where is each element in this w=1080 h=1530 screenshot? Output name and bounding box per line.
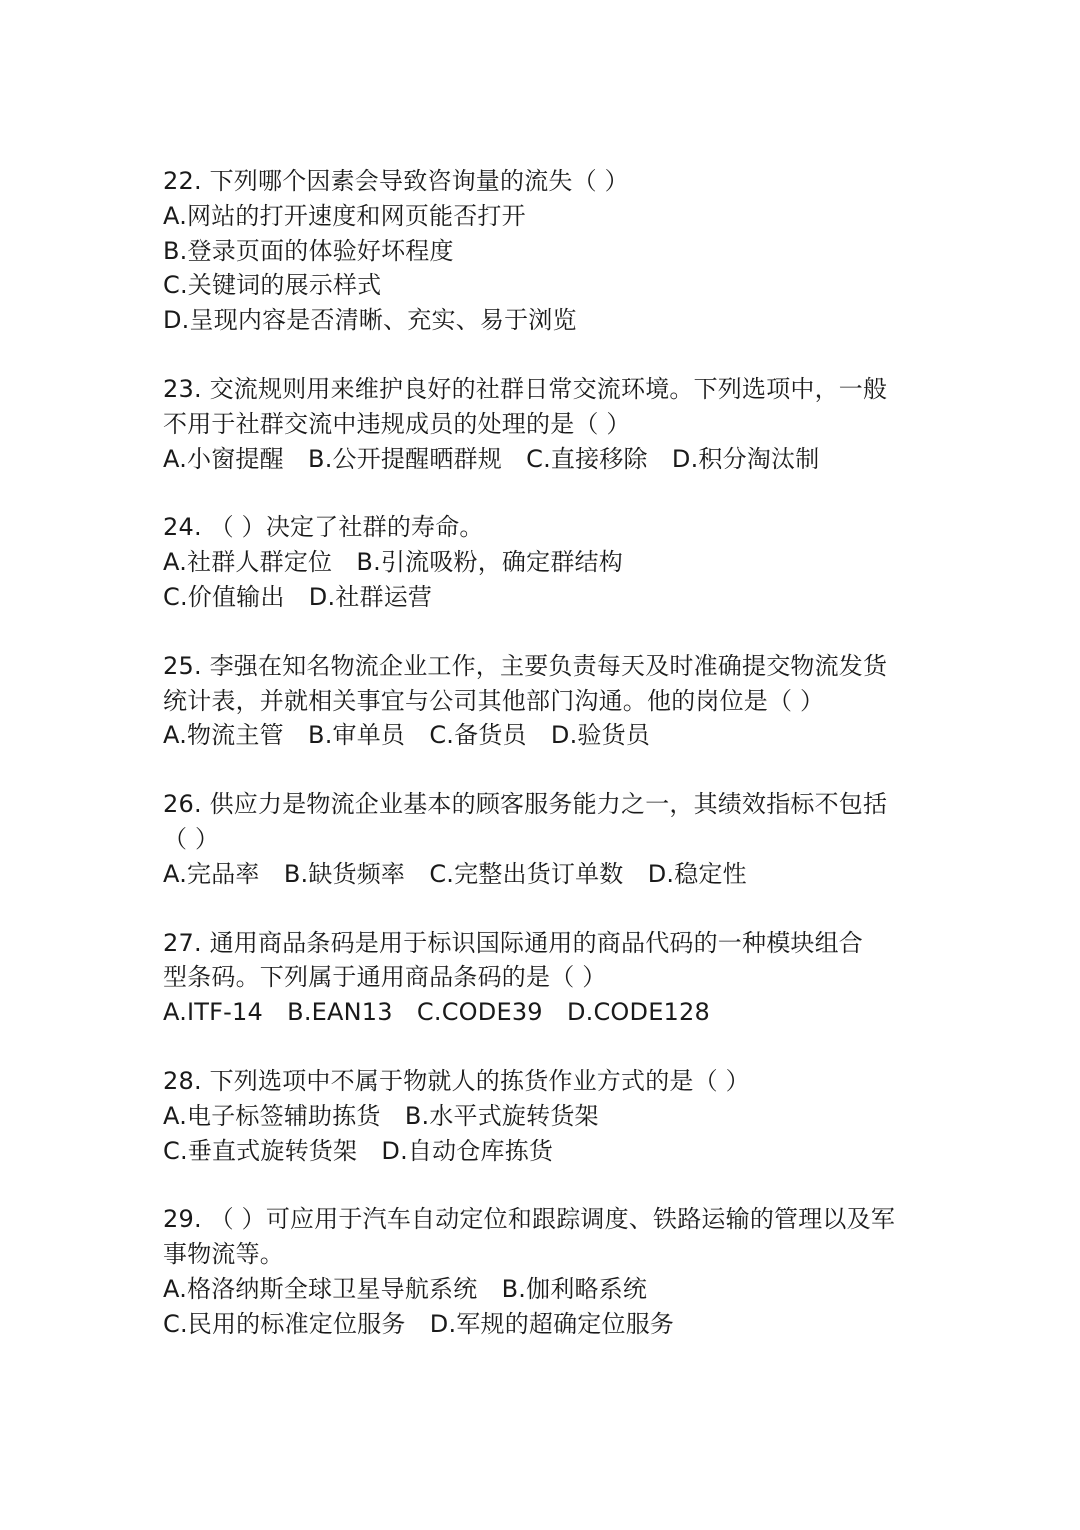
question-24-options-ab: A.社群人群定位 B.引流吸粉，确定群结构: [163, 548, 623, 577]
question-22-stem: 22. 下列哪个因素会导致咨询量的流失（ ）: [163, 167, 629, 195]
question-23-stem-line-2: 不用于社群交流中违规成员的处理的是（ ）: [163, 409, 631, 438]
question-23: [163, 372, 933, 476]
question-24: [163, 510, 933, 614]
question-23-options: A.小窗提醒 B.公开提醒晒群规 C.直接移除 D.积分淘汰制: [163, 444, 820, 473]
question-24-stem: 24. （ ）决定了社群的寿命。: [163, 513, 484, 542]
question-28-stem: 28. 下列选项中不属于物就人的拣货作业方式的是（ ）: [163, 1066, 750, 1095]
question-22-option-c: C.关键词的展示样式: [163, 271, 382, 300]
question-document: [163, 164, 933, 1376]
question-25-options: A.物流主管 B.审单员 C.备货员 D.验货员: [163, 721, 651, 750]
question-27: [163, 926, 933, 1030]
question-22: [163, 164, 933, 338]
question-27-stem-line-2: 型条码。下列属于通用商品条码的是（ ）: [163, 963, 607, 992]
question-29-stem-line-1: 29. （ ）可应用于汽车自动定位和跟踪调度、铁路运输的管理以及军: [163, 1205, 896, 1234]
question-25: [163, 649, 933, 753]
question-26-stem-line-1: 26. 供应力是物流企业基本的顾客服务能力之一，其绩效指标不包括: [163, 790, 888, 819]
question-22-option-d: D.呈现内容是否清晰、充实、易于浏览: [163, 306, 577, 335]
question-22-option-a: A.网站的打开速度和网页能否打开: [163, 201, 526, 230]
question-26-stem-line-2: （ ）: [163, 824, 220, 853]
question-25-stem-line-1: 25. 李强在知名物流企业工作，主要负责每天及时准确提交物流发货: [163, 651, 888, 680]
question-25-stem-line-2: 统计表，并就相关事宜与公司其他部门沟通。他的岗位是（ ）: [163, 686, 825, 715]
question-29-options-ab: A.格洛纳斯全球卫星导航系统 B.伽利略系统: [163, 1274, 648, 1303]
question-26-options: A.完品率 B.缺货频率 C.完整出货订单数 D.稳定性: [163, 859, 747, 888]
question-29: [163, 1202, 933, 1341]
question-27-stem-line-1: 27. 通用商品条码是用于标识国际通用的商品代码的一种模块组合: [163, 928, 863, 957]
question-23-stem-line-1: 23. 交流规则用来维护良好的社群日常交流环境。下列选项中，一般: [163, 374, 888, 403]
question-29-options-cd: C.民用的标准定位服务 D.军规的超确定位服务: [163, 1309, 675, 1338]
question-26: [163, 787, 933, 891]
question-22-option-b: B.登录页面的体验好坏程度: [163, 236, 454, 265]
question-28: [163, 1064, 933, 1168]
question-28-options-cd: C.垂直式旋转货架 D.自动仓库拣货: [163, 1136, 554, 1165]
question-29-stem-line-2: 事物流等。: [163, 1240, 284, 1269]
question-24-options-cd: C.价值输出 D.社群运营: [163, 582, 433, 611]
question-28-options-ab: A.电子标签辅助拣货 B.水平式旋转货架: [163, 1101, 599, 1130]
question-27-options: A.ITF-14 B.EAN13 C.CODE39 D.CODE128: [163, 998, 710, 1027]
